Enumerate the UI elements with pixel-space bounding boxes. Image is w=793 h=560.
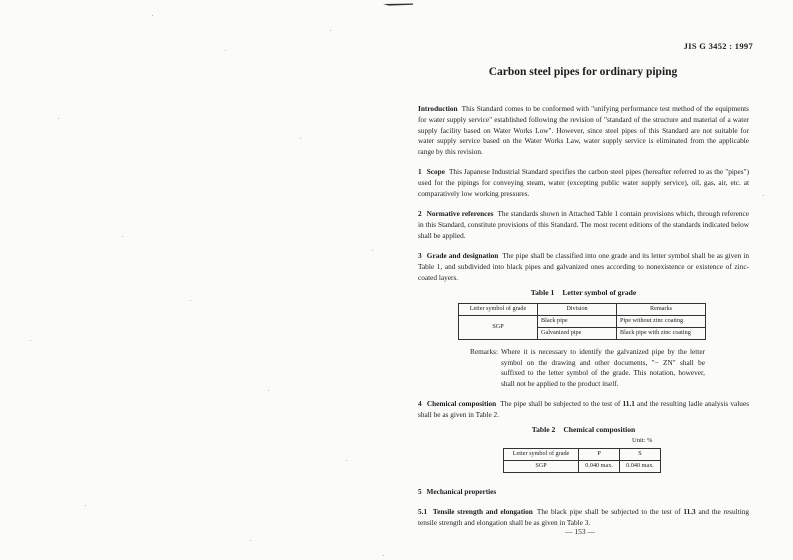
- section-chemical-composition: [418, 399, 749, 421]
- section-heading: Tensile strength and elongation: [432, 507, 533, 517]
- section-number: 1: [418, 167, 422, 177]
- page-number: — 153 —: [565, 527, 595, 536]
- table1-caption: [418, 288, 749, 299]
- section-heading: Normative references: [426, 209, 494, 219]
- section-number: 4: [418, 399, 422, 409]
- table-header-row: [459, 304, 706, 316]
- table-header-cell: Division: [538, 304, 617, 316]
- section-scope: [418, 167, 749, 199]
- standard-code: JIS G 3452 : 1997: [683, 41, 753, 51]
- section-heading: Grade and designation: [426, 251, 499, 261]
- introduction-text: This Standard comes to be conformed with "unifying performance test method of the equipments for water supply service" established following the revision of "standard of the structure and material of a water supply facility based on Water Works Low". However, since steel pipes of this Standard are not suitable for water supply service based on the Water Works Law, water supply service is eliminated from the applicable range by this revision.: [418, 104, 749, 157]
- table-header-cell: Remarks: [617, 304, 706, 316]
- section-number: 5.1: [418, 507, 428, 517]
- table2-caption: [418, 425, 749, 436]
- table1-remarks: [470, 347, 705, 390]
- document-body: [418, 104, 749, 538]
- table-header-cell: Letter symbol of grade: [504, 449, 579, 461]
- section-text: and the resulting ladle analysis values shall be as given in Table 2.: [418, 399, 750, 419]
- table-cell-remarks: Pipe without zinc coating: [617, 316, 706, 328]
- section-text: The standards shown in Attached Table 1 contain provisions which, through reference in this Standard, constitute provisions of this Standard. The most recent editions of the standards indicated below shall be applied.: [418, 209, 750, 240]
- table-row: [459, 316, 706, 328]
- table-header-row: [504, 449, 661, 461]
- introduction-heading: Introduction: [418, 104, 458, 113]
- section-grade-and-designation: [418, 251, 749, 283]
- scan-mark: [383, 3, 413, 7]
- table-cell-remarks: Black pipe with zinc coating: [617, 328, 706, 340]
- section-reference: 11.1: [622, 399, 635, 409]
- remarks-label: Remarks:: [470, 346, 498, 356]
- section-text: and the resulting tensile strength and elongation shall be as given in Table 3.: [418, 507, 750, 527]
- section-text: This Japanese Industrial Standard specifies the carbon steel pipes (hereafter referred to as the "pipes") used for the pipings for conveying steam, water (excepting public water supply service), oil, gas, air, etc. at comparatively low working pressures.: [418, 167, 750, 199]
- section-heading: Scope: [426, 167, 445, 177]
- table1-label: Table 1: [530, 287, 555, 297]
- table-cell-symbol: SGP: [459, 316, 538, 340]
- section-mechanical-properties: [418, 487, 749, 498]
- table-header-cell: S: [620, 449, 661, 461]
- introduction-paragraph: [418, 104, 749, 158]
- table-cell: 0.040 max.: [579, 461, 620, 473]
- table1-title: Letter symbol of grade: [562, 287, 637, 297]
- table-cell: SGP: [504, 461, 579, 473]
- table2-unit: Unit: %: [632, 437, 653, 445]
- remarks-text: Where it is necessary to identify the galvanized pipe by the letter symbol on the drawing and other documents, "− ZN" shall be suffixed to the letter symbol of the grade. This notation, however, shall not be applied to the product itself.: [500, 346, 705, 389]
- document-title: Carbon steel pipes for ordinary piping: [488, 66, 678, 78]
- table-row: [504, 461, 661, 473]
- table2-title: Chemical composition: [563, 424, 636, 434]
- section-reference: 11.3: [683, 507, 696, 517]
- table2-chemical-composition: [503, 448, 661, 473]
- section-tensile-strength: [418, 507, 749, 529]
- section-heading: Chemical composition: [426, 399, 497, 409]
- section-text: The black pipe shall be subjected to the test of: [536, 507, 681, 517]
- section-number: 2: [418, 209, 422, 219]
- table1-letter-symbol-of-grade: [458, 303, 706, 339]
- section-normative-references: [418, 209, 749, 241]
- section-text: The pipe shall be subjected to the test of: [500, 399, 621, 409]
- table-cell: 0.040 max.: [620, 461, 661, 473]
- section-number: 5: [418, 486, 422, 496]
- section-number: 3: [418, 251, 422, 261]
- table-header-cell: Letter symbol of grade: [459, 304, 538, 316]
- table-header-cell: P: [579, 449, 620, 461]
- table-cell-division: Black pipe: [538, 316, 617, 328]
- section-text: The pipe shall be classified into one grade and its letter symbol shall be as given in Table 1, and subdivided into black pipes and galvanized ones according to nonexistence or existence of zinc-coated layers.: [418, 251, 749, 282]
- table-cell-division: Galvanized pipe: [538, 328, 617, 340]
- table2-label: Table 2: [531, 424, 556, 434]
- section-heading: Mechanical properties: [426, 486, 497, 496]
